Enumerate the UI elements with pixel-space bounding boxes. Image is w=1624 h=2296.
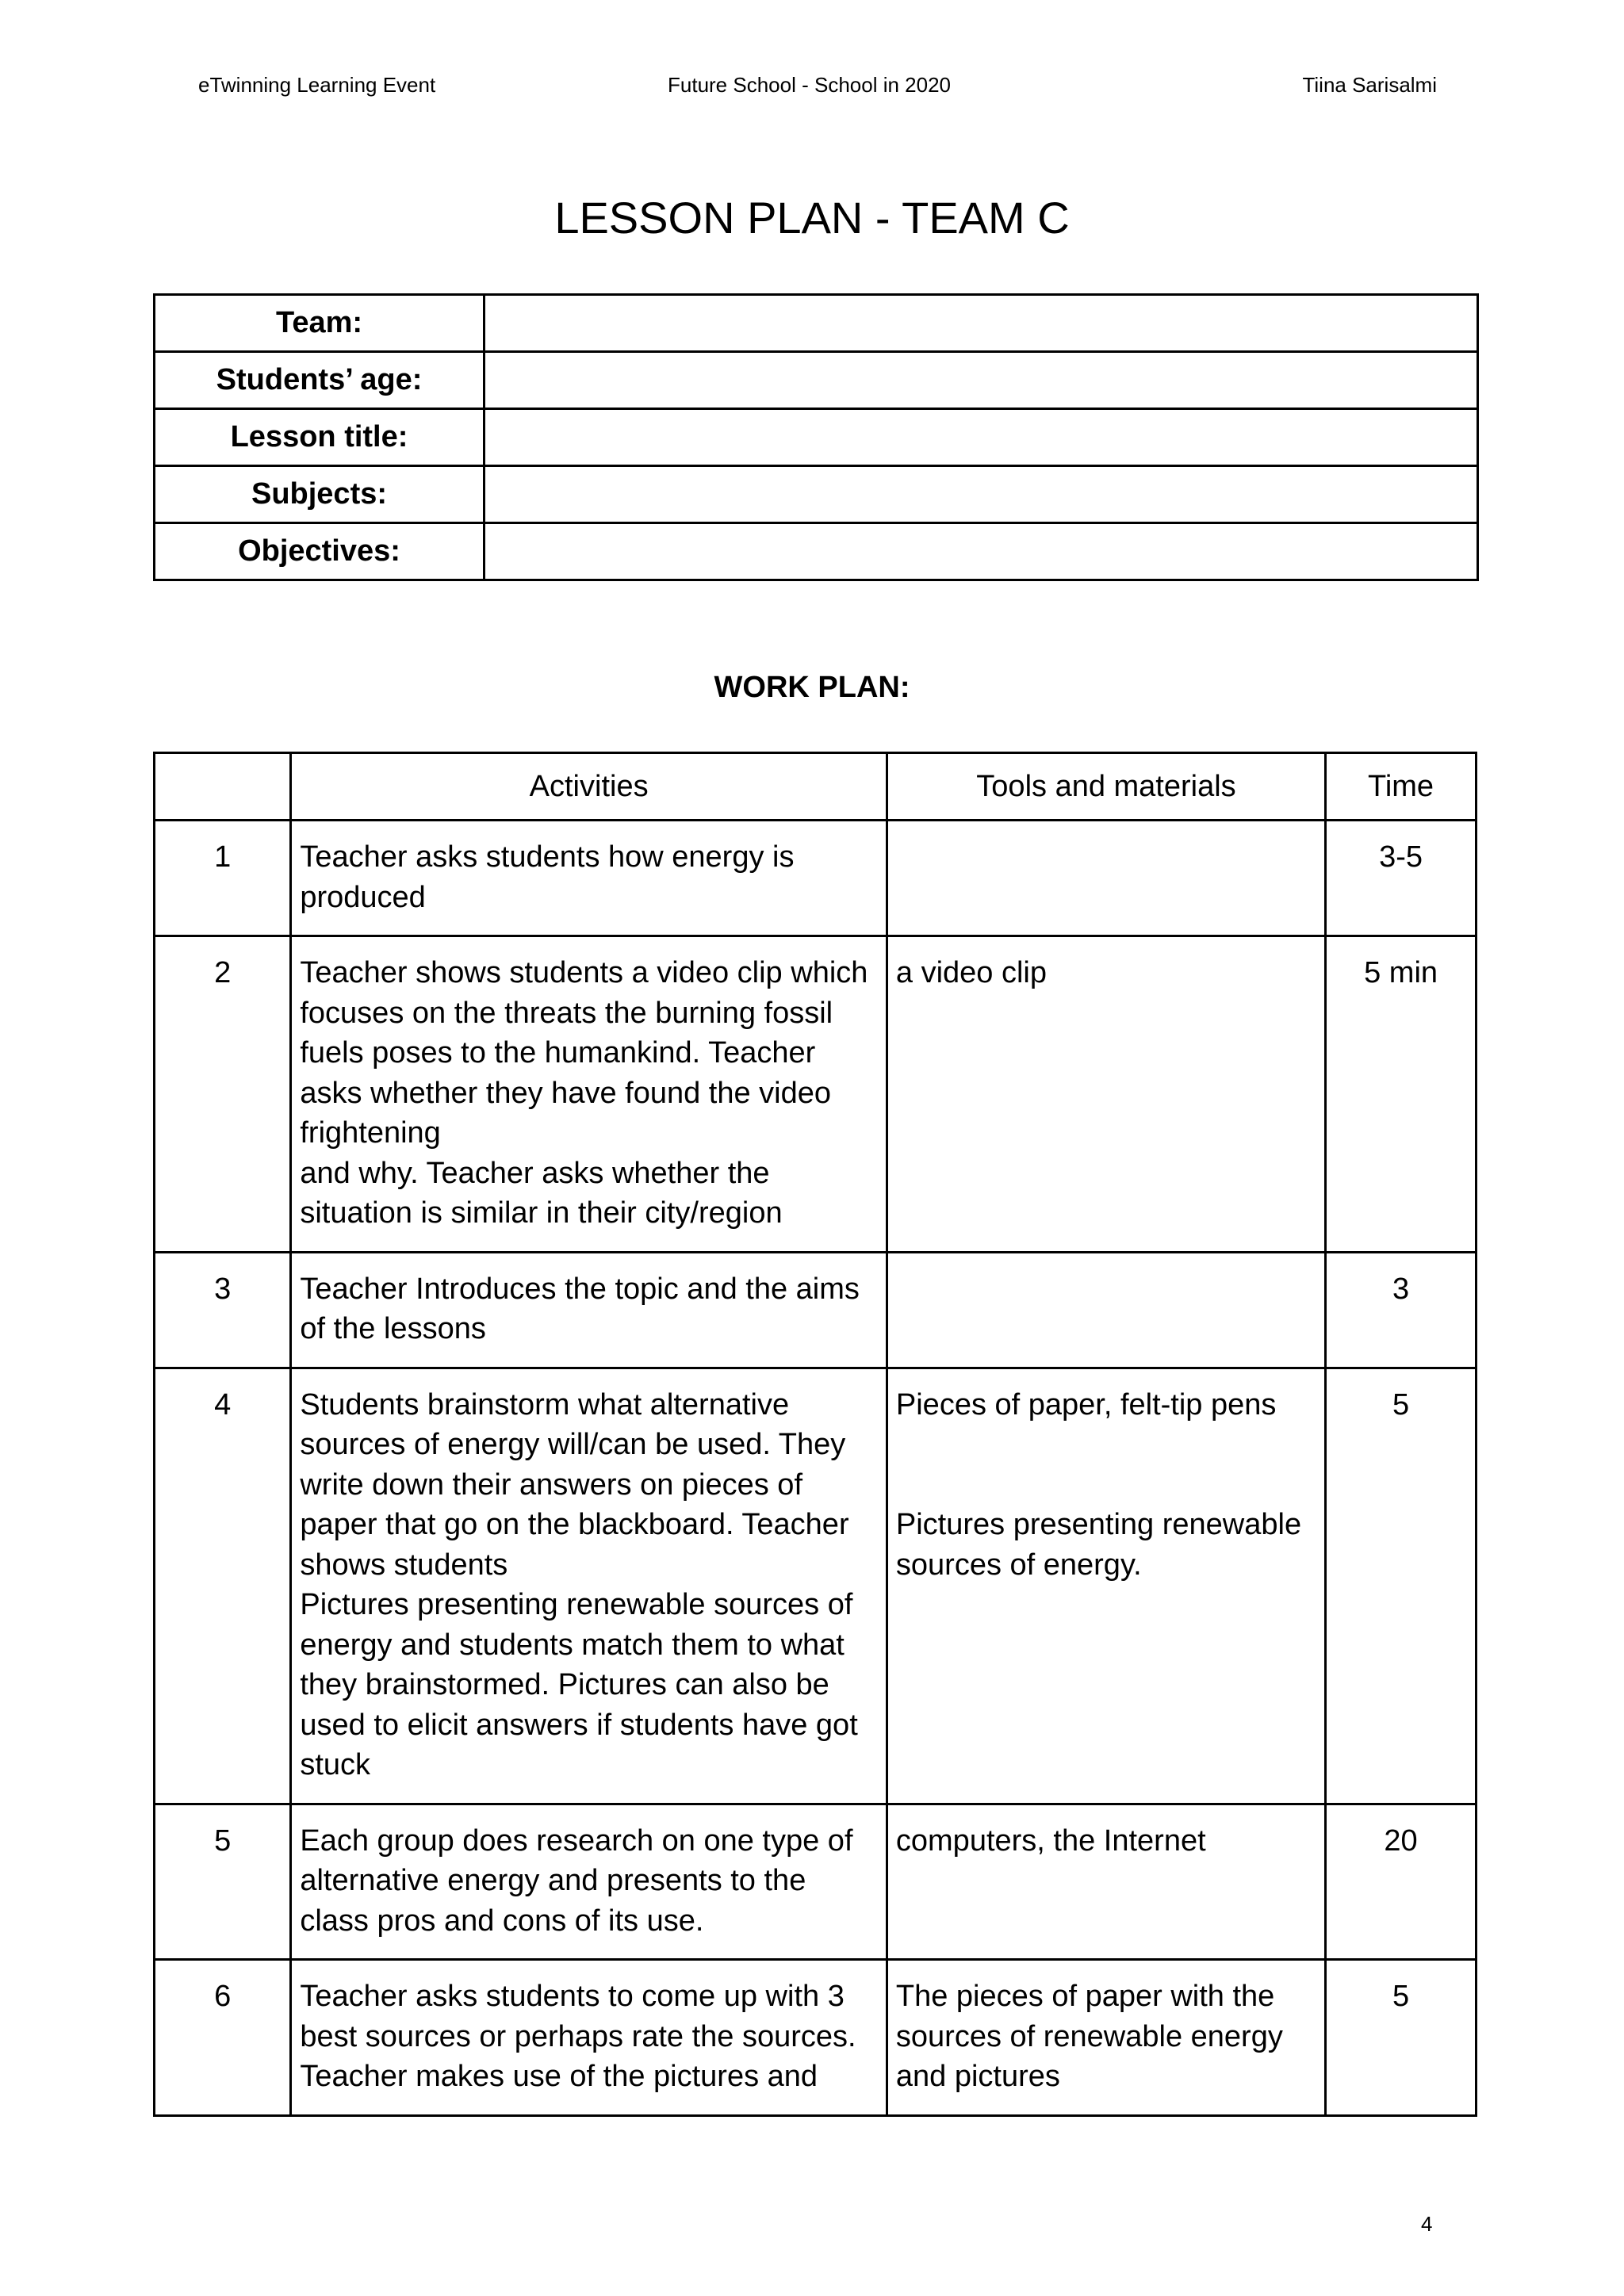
info-value-objectives <box>485 523 1478 580</box>
activity-cell <box>291 821 887 936</box>
step-number: 2 <box>155 936 291 1253</box>
time-cell: 3-5 <box>1326 821 1477 936</box>
work-plan-heading: WORK PLAN: <box>714 671 910 704</box>
activity-cell <box>291 1960 887 2116</box>
info-value-students-age <box>485 352 1478 409</box>
tools-spacer <box>896 1425 1316 1505</box>
tools-text: a video clip <box>895 956 1048 989</box>
work-plan-table <box>153 752 1477 2117</box>
tools-text: Pieces of paper, felt-tip pens <box>895 1387 1277 1422</box>
step-number: 4 <box>155 1368 291 1804</box>
activity-text: Teacher asks students to come up with 3 best sources or perhaps rate the sources. Teacher makes use of the pictures and <box>300 1980 856 2093</box>
info-label-students-age: Students’ age: <box>155 352 485 409</box>
activity-text: Pictures presenting renewable sources of energy and students match them to what they brainstormed. Pictures can also be used to elicit answers if students have got stuck <box>300 1588 858 1781</box>
step-number: 1 <box>155 821 291 936</box>
info-label-objectives: Objectives: <box>155 523 485 580</box>
column-header-number <box>155 753 291 821</box>
lesson-info-table <box>153 293 1479 581</box>
step-number: 3 <box>155 1252 291 1368</box>
tools-cell <box>887 1368 1325 1804</box>
tools-text: Pictures presenting renewable sources of energy. <box>895 1508 1302 1582</box>
time-cell: 5 min <box>1326 936 1477 1253</box>
table-row <box>155 1804 1477 1960</box>
step-number: 5 <box>155 1804 291 1960</box>
tools-cell <box>887 936 1325 1253</box>
info-row-lesson-title <box>155 409 1478 466</box>
table-row <box>155 1252 1477 1368</box>
activity-cell <box>291 936 887 1253</box>
table-row <box>155 936 1477 1253</box>
header-event-name: eTwinning Learning Event <box>198 73 436 97</box>
tools-text: computers, the Internet <box>895 1823 1206 1858</box>
document-title: LESSON PLAN - TEAM C <box>554 193 1070 243</box>
activity-text: and why. Teacher asks whether the situation is similar in their city/region <box>300 1156 783 1230</box>
info-row-subjects <box>155 466 1478 523</box>
column-header-time: Time <box>1326 753 1477 821</box>
page-header <box>0 73 1624 105</box>
info-value-subjects <box>485 466 1478 523</box>
tools-text: The pieces of paper with the sources of renewable energy and pictures <box>895 1980 1283 2093</box>
info-row-objectives <box>155 523 1478 580</box>
activity-text: Teacher Introduces the topic and the aims of the lessons <box>300 1272 860 1345</box>
table-row <box>155 821 1477 936</box>
activity-cell <box>291 1252 887 1368</box>
step-number: 6 <box>155 1960 291 2116</box>
header-author: Tiina Sarisalmi <box>1302 73 1437 97</box>
info-label-lesson-title: Lesson title: <box>155 409 485 466</box>
activity-text: Students brainstorm what alternative sources of energy will/can be used. They write down their answers on pieces of paper that go on the blackboard. Teacher shows students <box>300 1387 849 1582</box>
activity-cell <box>291 1368 887 1804</box>
table-row <box>155 1368 1477 1804</box>
info-row-team <box>155 295 1478 352</box>
tools-cell <box>887 1252 1325 1368</box>
time-cell: 5 <box>1326 1960 1477 2116</box>
column-header-tools: Tools and materials <box>887 753 1325 821</box>
time-cell: 3 <box>1326 1252 1477 1368</box>
info-row-students-age <box>155 352 1478 409</box>
activity-text: Each group does research on one type of alternative energy and presents to the class pros and cons of its use. <box>300 1823 853 1938</box>
activity-text: Teacher shows students a video clip which focuses on the threats the burning fossil fuels poses to the humankind. Teacher asks whether they have found the video frightening <box>300 956 868 1150</box>
table-row <box>155 1960 1477 2116</box>
info-label-subjects: Subjects: <box>155 466 485 523</box>
tools-cell <box>887 821 1325 936</box>
time-cell: 5 <box>1326 1368 1477 1804</box>
info-value-team <box>485 295 1478 352</box>
activity-text: Teacher asks students how energy is produced <box>300 840 795 914</box>
work-plan-header-row <box>155 753 1477 821</box>
tools-cell <box>887 1960 1325 2116</box>
tools-cell <box>887 1804 1325 1960</box>
info-value-lesson-title <box>485 409 1478 466</box>
column-header-activities: Activities <box>291 753 887 821</box>
page-number: 4 <box>1421 2212 1433 2236</box>
time-cell: 20 <box>1326 1804 1477 1960</box>
activity-cell <box>291 1804 887 1960</box>
header-event-subtitle: Future School - School in 2020 <box>668 73 951 97</box>
info-label-team: Team: <box>155 295 485 352</box>
